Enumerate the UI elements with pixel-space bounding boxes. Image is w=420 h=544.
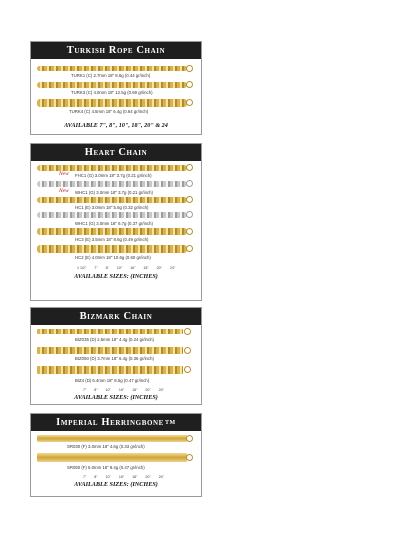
imperial-herringbone-panel	[30, 413, 202, 497]
bizmark-chain-panel	[30, 307, 202, 405]
chain-label: HC1 (E) 3.0mm 18" 5.6g (0.32 gr/inch)	[75, 205, 149, 210]
bizmark-chain-header	[31, 308, 201, 325]
clasp-icon	[186, 196, 193, 203]
size-tick: 8"	[105, 266, 109, 270]
chain-label: TURK4 (C) 4.5mm 18" 6.4g (0.64 gr/inch)	[69, 109, 149, 114]
panel-title: Imperial Herringbone	[56, 417, 164, 428]
size-tick: 7"	[83, 475, 87, 479]
size-tick: 10"	[105, 475, 111, 479]
chain-label: SR050 (F) 5.0mm 18" 8.4g (0.47 gr/inch)	[67, 465, 145, 470]
size-tick: 10"	[105, 388, 111, 392]
clasp-icon	[186, 99, 193, 106]
available-sizes: AVAILABLE 7", 8", 10", 18", 20" & 24	[64, 122, 168, 129]
size-tick: 18"	[143, 266, 149, 270]
size-tick: 1 1/2"	[77, 266, 87, 270]
clasp-icon	[186, 180, 193, 187]
size-ticks	[77, 266, 175, 270]
size-tick: 16"	[118, 388, 125, 392]
chain-label: BIZ4 (D) 6.4mm 18" 8.5g (0.47 gr/inch)	[75, 378, 150, 383]
imperial-herringbone-header	[31, 414, 201, 431]
chain-image	[37, 366, 183, 374]
chain-image	[37, 181, 187, 187]
chain-label: WHC1 (G) 3.0mm 18" 3.7g (0.21 gr/inch)	[75, 190, 153, 195]
heart-chain-panel	[30, 143, 202, 301]
clasp-icon	[186, 65, 193, 72]
trademark-mark: TM	[164, 419, 176, 426]
chain-label: FHC1 (G) 3.0mm 18" 3.7g (0.21 gr/inch)	[75, 173, 152, 178]
chain-image	[37, 329, 183, 334]
clasp-icon	[186, 245, 193, 252]
size-tick: 20"	[145, 388, 151, 392]
size-ticks	[83, 475, 164, 479]
size-tick: 8"	[94, 388, 98, 392]
chain-image	[37, 245, 187, 253]
chain-label: HC3 (E) 3.5mm 18" 8.6g (0.49 gr/inch)	[75, 237, 149, 242]
chain-image	[37, 453, 187, 462]
size-tick: 24"	[169, 266, 176, 270]
clasp-icon	[186, 164, 193, 171]
chain-label: TURK1 (C) 2.7mm 18" 8.6g (0.44 gr/inch)	[71, 73, 151, 78]
panel-title: Heart Chain	[84, 147, 148, 158]
chain-label: WHC1 (G) 3.0mm 18" 6.7g (0.37 gr/inch)	[75, 221, 153, 226]
chain-image	[37, 435, 187, 442]
panel-title: Turkish Rope Chain	[66, 45, 166, 56]
clasp-icon	[184, 347, 191, 354]
size-tick: 20"	[145, 475, 151, 479]
chain-label: HC2 (E) 4.0mm 18" 10.6g (0.60 gr/inch)	[75, 255, 151, 260]
clasp-icon	[184, 328, 191, 335]
new-badge: New	[59, 188, 69, 194]
chain-image	[37, 228, 187, 235]
chain-image	[37, 197, 187, 203]
size-tick: 10"	[116, 266, 123, 270]
size-ticks	[83, 388, 164, 392]
chain-label: TURK3 (C) 4.0mm 18" 12.5g (0.69 gr/inch)	[71, 90, 153, 95]
chain-image	[37, 212, 187, 218]
clasp-icon	[186, 435, 193, 442]
chain-label: BIZ035 (D) 2.5mm 18" 4.4g (0.24 gr/inch)	[75, 337, 154, 342]
chain-image	[37, 99, 187, 107]
available-sizes: AVAILABLE SIZES: (INCHES)	[74, 481, 158, 488]
size-tick: 24"	[158, 475, 164, 479]
clasp-icon	[186, 81, 193, 88]
chain-image	[37, 82, 187, 88]
panel-title: Bizmark Chain	[79, 311, 153, 322]
clasp-icon	[184, 366, 191, 373]
size-tick: 16"	[130, 266, 136, 270]
heart-chain-header	[31, 144, 201, 161]
new-badge: New	[59, 171, 69, 177]
available-sizes: AVAILABLE SIZES: (INCHES)	[74, 394, 158, 401]
size-tick: 18"	[132, 388, 138, 392]
size-tick: 18"	[132, 475, 138, 479]
available-sizes: AVAILABLE SIZES: (INCHES)	[74, 273, 158, 280]
clasp-icon	[186, 454, 193, 461]
size-tick: 16"	[118, 475, 125, 479]
size-tick: 20"	[156, 266, 162, 270]
turkish-rope-header	[31, 42, 201, 59]
size-tick: 7"	[94, 266, 98, 270]
size-tick: 7"	[83, 388, 87, 392]
size-tick: 8"	[94, 475, 98, 479]
clasp-icon	[186, 211, 193, 218]
chain-image	[37, 347, 183, 354]
turkish-rope-panel	[30, 41, 202, 135]
chain-image	[37, 66, 187, 71]
size-tick: 24"	[158, 388, 164, 392]
chain-label: SR030 (F) 3.0mm 18" 4.6g (0.33 gr/inch)	[67, 444, 145, 449]
chain-label: BIZ050 (D) 3.7mm 18" 6.4g (0.36 gr/inch)	[75, 356, 154, 361]
clasp-icon	[186, 228, 193, 235]
